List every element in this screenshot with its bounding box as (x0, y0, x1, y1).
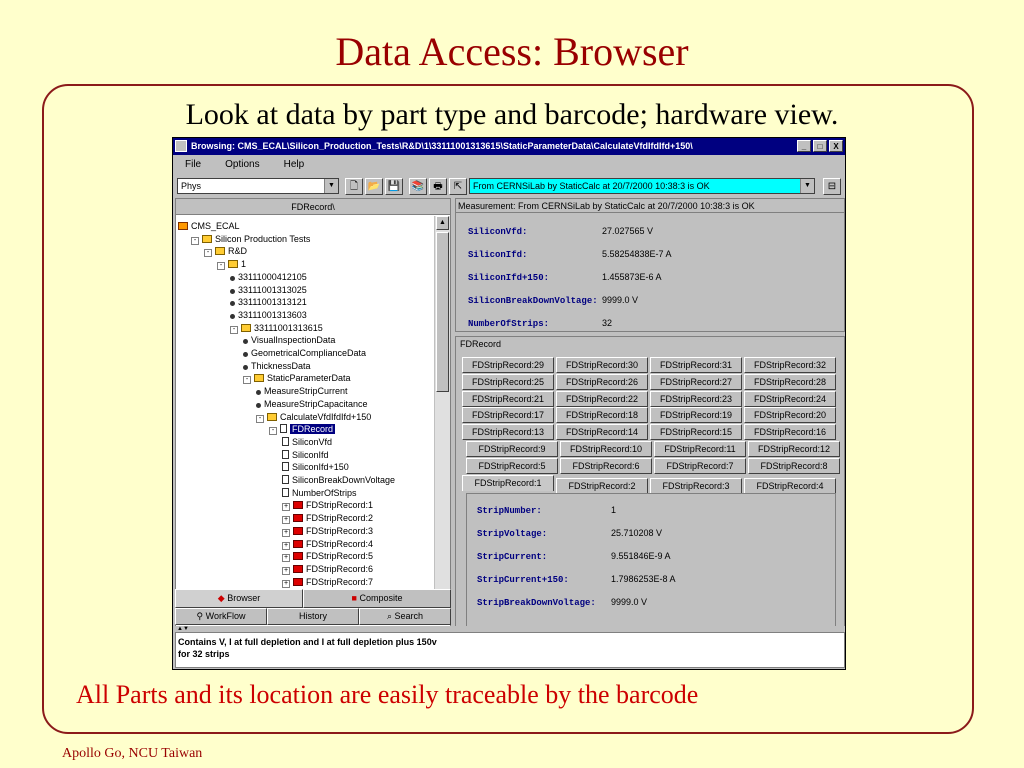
strip-record-tab[interactable]: FDStripRecord:12 (748, 441, 840, 457)
menu-file[interactable]: File (185, 159, 202, 170)
tree-node[interactable] (243, 360, 311, 373)
strip-record-tab[interactable]: FDStripRecord:11 (654, 441, 746, 457)
description-line-2: for 32 strips (178, 649, 230, 659)
slide-subtitle: Look at data by part type and barcode; hardware view. (185, 98, 839, 131)
tab-workflow-label: WorkFlow (205, 611, 246, 621)
strip-record-tab[interactable]: FDStripRecord:17 (462, 407, 554, 423)
strip-record-tab[interactable]: FDStripRecord:5 (466, 458, 558, 474)
tree-node-label: 33111001313615 (254, 322, 323, 333)
strip-detail-value: 25.710208 V (611, 528, 663, 538)
close-button[interactable]: X (829, 140, 843, 152)
strip-detail-value: 1.7986253E-8 A (611, 574, 676, 584)
folder-icon (228, 260, 238, 268)
tree-node[interactable] (256, 385, 348, 398)
strip-record-tab[interactable]: FDStripRecord:27 (650, 374, 742, 390)
tree-node[interactable] (282, 487, 357, 500)
measurement-row (468, 317, 612, 329)
strip-record-tab[interactable]: FDStripRecord:28 (744, 374, 836, 390)
measurement-value: 9999.0 V (602, 295, 639, 305)
strip-detail-label: StripBreakDownVoltage: (477, 598, 596, 608)
tree-node-label: FDRecord (292, 424, 334, 435)
collapse-icon[interactable]: - (269, 427, 277, 435)
dot-icon (256, 390, 261, 395)
strip-record-tab[interactable]: FDStripRecord:19 (650, 407, 742, 423)
collapse-icon[interactable]: - (243, 376, 251, 384)
composite-icon: ■ (351, 593, 357, 603)
expand-icon[interactable]: + (283, 503, 289, 511)
tree-node[interactable] (243, 347, 366, 360)
source-select[interactable] (469, 178, 815, 194)
strip-detail-row (477, 596, 647, 608)
tree-node[interactable] (282, 525, 373, 538)
tree-node[interactable] (178, 220, 240, 233)
menu-bar (173, 156, 845, 174)
tab-browser[interactable] (175, 589, 303, 608)
strip-record-tab[interactable]: FDStripRecord:13 (462, 424, 554, 440)
tree-node-label: GeometricalComplianceData (251, 348, 367, 358)
strip-detail-label: StripVoltage: (477, 529, 548, 539)
rec-icon (293, 578, 303, 586)
description-area[interactable] (175, 632, 845, 668)
fdrecord-header: FDRecord (460, 339, 502, 349)
export-icon[interactable]: ⇱ (449, 178, 467, 195)
chevron-down-icon[interactable]: ▼ (800, 179, 814, 193)
expand-icon[interactable]: + (283, 566, 289, 574)
tree-node[interactable] (230, 284, 307, 297)
tree-node[interactable] (191, 233, 310, 246)
slide-caption: All Parts and its location are easily traceable by the barcode (76, 680, 699, 709)
binoculars-icon: ⌕ (386, 611, 392, 621)
tree-node[interactable] (256, 398, 368, 411)
dot-icon (243, 365, 248, 370)
dot-icon (230, 301, 235, 306)
tree-node[interactable] (282, 461, 349, 474)
rec-icon (293, 527, 303, 535)
rec-icon (293, 540, 303, 548)
expand-icon[interactable]: + (283, 554, 289, 562)
browser-window (172, 137, 846, 670)
tabs-bottom (175, 608, 451, 625)
collapse-icon[interactable]: - (230, 326, 238, 334)
folder-icon (241, 324, 251, 332)
measurement-value: 27.027565 V (602, 226, 654, 236)
slide-footer: Apollo Go, NCU Taiwan (62, 746, 203, 761)
measurement-label: SiliconBreakDownVoltage: (468, 296, 598, 306)
tab-search[interactable] (359, 608, 451, 625)
dot-icon (243, 352, 248, 357)
maximize-button[interactable]: □ (813, 140, 827, 152)
tree-node-label: ThicknessData (251, 360, 311, 371)
print-icon[interactable]: 🖶 (429, 178, 447, 195)
strip-detail-row (477, 527, 662, 539)
strip-record-tab[interactable]: FDStripRecord:7 (654, 458, 746, 474)
strip-record-tab[interactable]: FDStripRecord:8 (748, 458, 840, 474)
measurement-value: 5.58254838E-7 A (602, 249, 672, 259)
tab-browser-label: Browser (227, 593, 261, 603)
tree-node-label: 33111001313025 (238, 284, 307, 295)
rec-icon (293, 514, 303, 522)
minimize-button[interactable]: _ (797, 140, 811, 152)
slide-title: Data Access: Browser (335, 29, 689, 74)
books-icon[interactable]: 📚 (409, 178, 427, 195)
folder-icon (215, 247, 225, 255)
strip-record-tab[interactable]: FDStripRecord:21 (462, 391, 554, 407)
tab-composite-label: Composite (359, 593, 403, 603)
folder-icon (254, 374, 264, 382)
tree-node-label: 1 (241, 259, 247, 270)
measurement-label: SiliconVfd: (468, 227, 528, 237)
strip-record-tab[interactable]: FDStripRecord:22 (556, 391, 648, 407)
rec-icon (293, 501, 303, 509)
tree-node[interactable] (230, 309, 307, 322)
tab-workflow[interactable] (175, 608, 267, 625)
source-select-value: From CERNSiLab by StaticCalc at 20/7/2000 10:38:3 is OK (473, 181, 710, 191)
tree-node-label: 33111001313603 (238, 309, 307, 320)
measurement-label: SiliconIfd+150: (468, 273, 550, 283)
tree-node-label: FDStripRecord:1 (306, 500, 374, 511)
dot-icon (256, 403, 261, 408)
tree-node[interactable] (282, 474, 395, 487)
tabs-top (175, 589, 451, 608)
fdrecord-panel (455, 336, 845, 634)
tree-node[interactable] (243, 334, 335, 347)
strip-record-tab[interactable]: FDStripRecord:20 (744, 407, 836, 423)
dot-icon (230, 276, 235, 281)
strip-record-tab[interactable]: FDStripRecord:23 (650, 391, 742, 407)
expand-icon[interactable]: + (283, 516, 289, 524)
strip-record-details (466, 493, 836, 627)
tree-node-label: SiliconIfd+150 (292, 462, 349, 473)
tree-node[interactable] (282, 576, 373, 589)
measurement-row (468, 248, 672, 260)
expand-icon[interactable]: + (283, 528, 289, 536)
tree-header: FDRecord\ (176, 199, 450, 215)
collapse-icon[interactable]: - (217, 262, 225, 270)
splitter[interactable]: ▲▼ (173, 626, 845, 632)
browser-icon: ◆ (217, 593, 225, 603)
strip-record-tab[interactable]: FDStripRecord:29 (462, 357, 554, 373)
page-icon (282, 475, 289, 484)
rec-icon (293, 552, 303, 560)
window-icon[interactable]: ⊟ (823, 178, 841, 195)
tree-node-label: FDStripRecord:7 (306, 576, 374, 587)
strip-detail-label: StripCurrent: (477, 552, 548, 562)
rec-icon (293, 565, 303, 573)
expand-icon[interactable]: + (283, 541, 289, 549)
tree-pane (175, 198, 451, 632)
tree-node-label: CalculateVfdIfdIfd+150 (280, 411, 372, 422)
collapse-icon[interactable]: - (256, 415, 264, 423)
strip-detail-value: 9999.0 V (611, 597, 648, 607)
scroll-up-icon[interactable]: ▲ (436, 216, 449, 230)
root-icon (178, 222, 188, 230)
mode-select-value: Phys (181, 181, 202, 191)
strip-record-tab[interactable]: FDStripRecord:2 (556, 478, 648, 494)
measurement-label: NumberOfStrips: (468, 319, 550, 329)
strip-record-tab[interactable]: FDStripRecord:3 (650, 478, 742, 494)
tree-node[interactable] (230, 271, 307, 284)
measurement-row (468, 271, 662, 283)
tree-view[interactable] (176, 216, 434, 616)
strip-record-tab[interactable]: FDStripRecord:15 (650, 424, 742, 440)
save-icon[interactable]: 💾 (385, 178, 403, 195)
measurement-row (468, 225, 653, 237)
page-icon (282, 450, 289, 459)
tree-node-label: FDStripRecord:4 (306, 538, 374, 549)
dot-icon (243, 339, 248, 344)
tree-node-label: FDStripRecord:2 (306, 513, 374, 524)
page-icon (280, 424, 287, 433)
tab-composite[interactable] (303, 589, 451, 608)
tree-node[interactable] (282, 563, 373, 576)
tree-node[interactable] (230, 322, 323, 335)
tree-scrollbar[interactable] (434, 216, 450, 616)
tree-node-label: SiliconBreakDownVoltage (292, 475, 396, 485)
tree-node-label: FDStripRecord:5 (306, 551, 374, 562)
folder-icon (202, 235, 212, 243)
tab-search-label: Search (394, 611, 424, 621)
strip-record-tab[interactable]: FDStripRecord:1 (462, 475, 554, 491)
tree-node-label: Silicon Production Tests (215, 233, 311, 244)
tree-node-label: StaticParameterData (267, 373, 351, 384)
tree-node[interactable] (282, 499, 373, 512)
tree-node-label: 33111001313121 (238, 297, 307, 308)
tree-node[interactable] (282, 449, 329, 462)
menu-help[interactable]: Help (283, 159, 305, 170)
window-titlebar[interactable] (173, 138, 845, 155)
tree-node-label: MeasureStripCurrent (264, 386, 348, 397)
strip-record-tab[interactable]: FDStripRecord:9 (466, 441, 558, 457)
strip-record-tab[interactable]: FDStripRecord:4 (744, 478, 836, 494)
measurement-value: 32 (602, 318, 613, 328)
strip-detail-label: StripCurrent+150: (477, 575, 569, 585)
tab-history-label: History (298, 611, 327, 621)
strip-detail-row (477, 504, 616, 516)
tree-node[interactable] (243, 372, 351, 385)
folder-icon (267, 413, 277, 421)
page-icon (282, 462, 289, 471)
toolbar (173, 176, 845, 198)
tree-node[interactable] (204, 245, 247, 258)
strip-record-tab[interactable]: FDStripRecord:10 (560, 441, 652, 457)
strip-detail-row (477, 573, 676, 585)
tree-node[interactable] (217, 258, 246, 271)
strip-detail-label: StripNumber: (477, 506, 542, 516)
tree-node[interactable] (282, 538, 373, 551)
collapse-icon[interactable]: - (204, 249, 212, 257)
tree-node-label: MeasureStripCapacitance (264, 398, 368, 409)
strip-record-tab[interactable]: FDStripRecord:30 (556, 357, 648, 373)
dot-icon (230, 314, 235, 319)
measurement-pane (455, 198, 845, 332)
tree-node[interactable] (282, 512, 373, 525)
tree-node[interactable] (269, 423, 335, 436)
tree-node[interactable] (282, 550, 373, 563)
strip-record-tab[interactable]: FDStripRecord:24 (744, 391, 836, 407)
window-title: Browsing: CMS_ECAL\Silicon_Production_Tests\R&D\1\33111001313615\StaticParameterData\CalculateVfdIfdIfd+150\ (191, 141, 693, 151)
strip-record-tab[interactable]: FDStripRecord:31 (650, 357, 742, 373)
strip-record-tab[interactable]: FDStripRecord:32 (744, 357, 836, 373)
page-icon (282, 437, 289, 446)
tree-node-label: NumberOfStrips (292, 487, 357, 498)
scroll-thumb[interactable] (436, 232, 449, 392)
workflow-icon: ⚲ (196, 611, 204, 621)
collapse-icon[interactable]: - (191, 237, 199, 245)
tree-node-label: 33111000412105 (238, 271, 307, 282)
tree-node-label: SiliconIfd (292, 449, 329, 460)
tree-node-label: VisualInspectionData (251, 335, 336, 346)
measurement-value: 1.455873E-6 A (602, 272, 662, 282)
strip-detail-value: 1 (611, 505, 617, 515)
strip-record-tab[interactable]: FDStripRecord:18 (556, 407, 648, 423)
new-document-icon[interactable]: 🗋 (345, 178, 363, 195)
strip-detail-row (477, 550, 671, 562)
open-folder-icon[interactable]: 📂 (365, 178, 383, 195)
mode-select[interactable] (177, 178, 339, 194)
measurement-row (468, 294, 638, 306)
app-icon (175, 140, 187, 152)
tree-node[interactable] (282, 436, 332, 449)
strip-record-tab[interactable]: FDStripRecord:26 (556, 374, 648, 390)
dot-icon (230, 289, 235, 294)
chevron-down-icon[interactable]: ▼ (324, 179, 338, 193)
strip-detail-value: 9.551846E-9 A (611, 551, 671, 561)
tree-node[interactable] (230, 296, 307, 309)
tree-node-label: R&D (228, 246, 248, 257)
description-line-1: Contains V, I at full depletion and I at full depletion plus 150v (178, 637, 437, 647)
measurement-label: SiliconIfd: (468, 250, 528, 260)
tree-node[interactable] (256, 411, 371, 424)
expand-icon[interactable]: + (283, 579, 289, 587)
strip-record-tab[interactable]: FDStripRecord:6 (560, 458, 652, 474)
strip-record-tab[interactable]: FDStripRecord:16 (744, 424, 836, 440)
page-icon (282, 488, 289, 497)
measurement-header: Measurement: From CERNSiLab by StaticCalc at 20/7/2000 10:38:3 is OK (456, 199, 844, 213)
tree-node-label: CMS_ECAL (191, 221, 240, 231)
strip-record-tab[interactable]: FDStripRecord:14 (556, 424, 648, 440)
tree-node-label: FDStripRecord:6 (306, 563, 374, 574)
tree-node-label: SiliconVfd (292, 436, 333, 447)
menu-options[interactable]: Options (225, 159, 260, 170)
tree-node-label: FDStripRecord:3 (306, 525, 374, 536)
strip-record-tab[interactable]: FDStripRecord:25 (462, 374, 554, 390)
tab-history[interactable] (267, 608, 359, 625)
